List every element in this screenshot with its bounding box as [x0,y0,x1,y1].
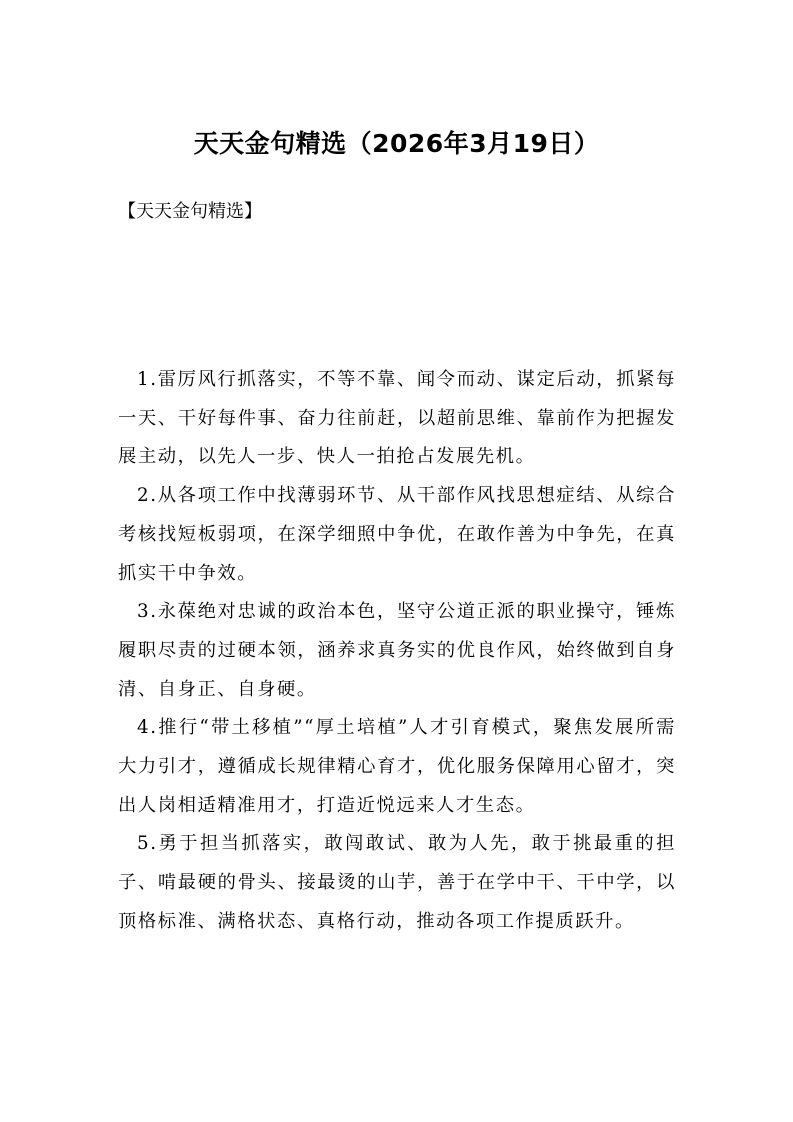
document-title: 天天金句精选（2026年3月19日） [193,129,600,158]
section-label: 【天天金句精选】 [118,201,262,222]
document-body [118,361,676,942]
paragraph-2: 2.从各项工作中找薄弱环节、从干部作风找思想症结、从综合考核找短板弱项，在深学细照中争优，在敢作善为中争先，在真抓实干中争效。 [118,485,676,584]
paragraph-1: 1.雷厉风行抓落实，不等不靠、闻令而动、谋定后动，抓紧每一天、干好每件事、奋力往前赶，以超前思维、靠前作为把握发展主动，以先人一步、快人一拍抢占发展先机。 [118,369,676,468]
paragraph-3: 3.永葆绝对忠诚的政治本色，坚守公道正派的职业操守，锤炼履职尽责的过硬本领，涵养求真务实的优良作风，始终做到自身清、自身正、自身硬。 [118,601,676,700]
paragraph-5: 5.勇于担当抓落实，敢闯敢试、敢为人先，敢于挑最重的担子、啃最硬的骨头、接最烫的山芋，善于在学中干、干中学，以顶格标准、满格状态、真格行动，推动各项工作提质跃升。 [118,833,676,932]
paragraph-4: 4.推行“带土移植”“厚土培植”人才引育模式，聚焦发展所需大力引才，遵循成长规律精心育才，优化服务保障用心留才，突出人岗相适精准用才，打造近悦远来人才生态。 [118,717,676,816]
